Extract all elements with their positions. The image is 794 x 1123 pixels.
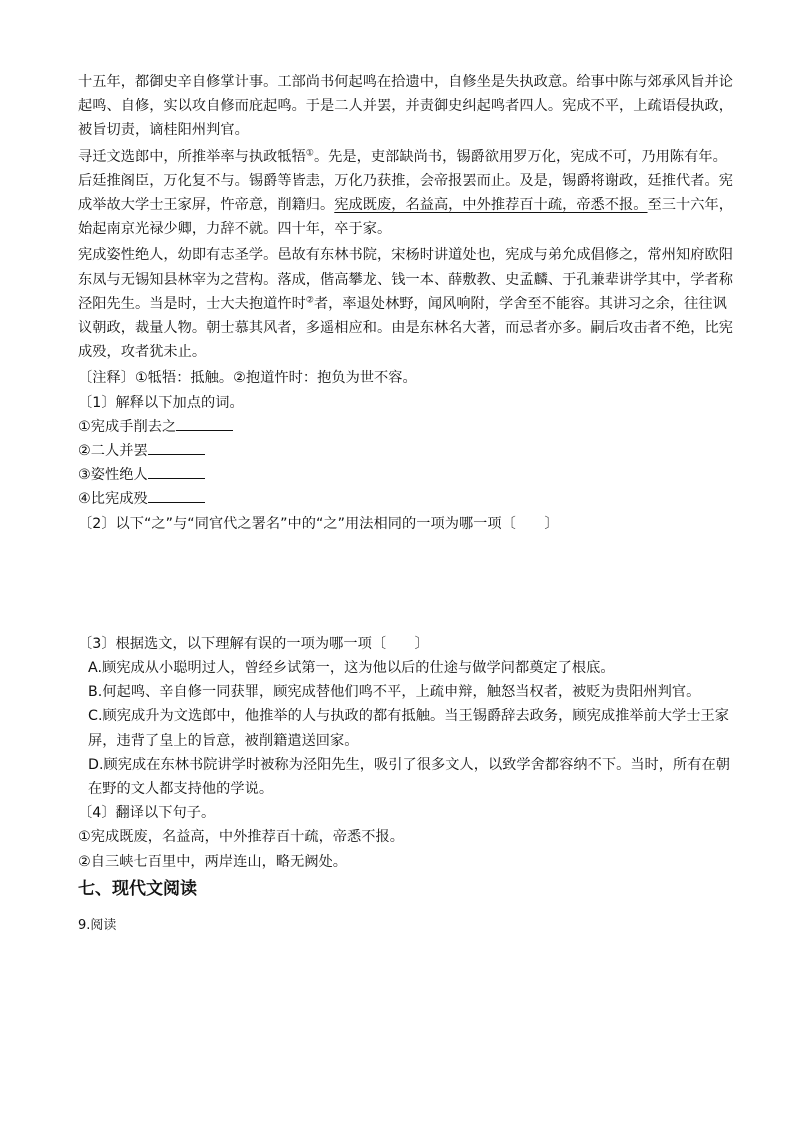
- answer-blank[interactable]: [176, 416, 233, 431]
- passage-line: 宪成姿性绝人，幼即有志圣学。邑故有东林书院，宋杨时讲道处也，宪成与弟允成倡修之，常州知府欧阳: [78, 247, 733, 264]
- passage-line: 被旨切责，谪桂阳州判官。: [78, 122, 249, 139]
- option-a: A.顾宪成从小聪明过人，曾经乡试第一，这为他以后的仕途与做学问都奠定了根底。: [88, 660, 615, 677]
- passage-text: 。先是，吏部缺尚书，锡爵欲用罗万化，宪成不可，乃用陈有年。: [313, 148, 727, 165]
- question-stem: 〔2〕以下“之”与“同官代之署名”中的“之”用法相同的一项为哪一项〔 〕: [78, 515, 559, 532]
- question-item: [78, 463, 718, 487]
- passage-text: 者，率退处林野，闻风响附，学舍至不能容。其讲习之余，往往讽: [313, 295, 727, 312]
- section-heading: 七、现代文阅读: [78, 878, 197, 899]
- question-stem: 〔1〕解释以下加点的词。: [78, 394, 244, 411]
- translation-sentence-2: ②自三峡七百里中，两岸连山，略无阙处。: [78, 853, 348, 870]
- option-c: C.顾宪成升为文选郎中，他推举的人与执政的都有抵触。当王锡爵辞去政务，顾宪成推举前大学士王家: [88, 708, 729, 725]
- question-stem: 〔4〕翻译以下句子。: [78, 805, 216, 822]
- blank-area: [78, 536, 718, 632]
- answer-blank[interactable]: [148, 488, 205, 503]
- passage-line: 后廷推阁臣，万化复不与。锡爵等皆恚，万化乃获推，会帝报罢而止。及是，锡爵将谢政，廷推代者。宪: [78, 172, 733, 189]
- translation-sentence-1: ①宪成既废，名益高，中外推荐百十疏，帝悉不报。: [78, 829, 404, 846]
- passage-paragraph-2: [78, 145, 733, 242]
- question-stem: 〔3〕根据选文，以下理解有误的一项为哪一项〔 〕: [78, 635, 429, 652]
- option-c-cont: 屏，违背了皇上的旨意，被削籍遣送回家。: [88, 732, 359, 749]
- underlined-sentence: 宪成既废，名益高，中外推荐百十疏，帝悉不报。: [334, 197, 648, 214]
- item-text: ②二人并罢: [78, 443, 148, 460]
- item-text: ④比宪成殁: [78, 491, 148, 508]
- answer-blank[interactable]: [148, 464, 205, 479]
- document-page: [78, 70, 733, 938]
- passage-line: 起鸣、自修，实以攻自修而庇起鸣。于是二人并罢，并责御史纠起鸣者四人。宪成不平，上疏语侵执政，: [78, 98, 733, 115]
- question-1: [78, 391, 718, 512]
- passage-paragraph-3: [78, 243, 733, 364]
- question-item: [78, 415, 718, 439]
- passage-line: [78, 193, 733, 217]
- passage-paragraph-1: [78, 70, 733, 143]
- option-d: D.顾宪成在东林书院讲学时被称为泾阳先生，吸引了很多文人，以致学舍都容纳不下。当时，所有在朝: [88, 756, 730, 773]
- question-2: [78, 512, 718, 632]
- passage-text: 泾阳先生。当是时，士大夫抱道忤时: [78, 295, 306, 312]
- passage-text: 至三十六年，: [647, 197, 733, 214]
- item-text: ③姿性绝人: [78, 467, 148, 484]
- item-text: ①宪成手削去之: [78, 418, 177, 435]
- question-3: [78, 632, 730, 801]
- passage-line: 十五年，都御史辛自修掌计事。工部尚书何起鸣在拾遗中，自修坐是失执政意。给事中陈与郊承风旨并论: [78, 74, 733, 90]
- footnote-marker: ①: [305, 147, 314, 158]
- passage-line: 成殁，攻者犹未止。: [78, 344, 207, 361]
- passage-text: 寻迁文选郎中，所推举率与执政牴牾: [78, 148, 306, 165]
- passage-line: [78, 292, 727, 316]
- option-b: B.何起鸣、辛自修一同获罪，顾宪成替他们鸣不平，上疏申辩，触怒当权者，被贬为贵阳州判官。: [88, 684, 701, 701]
- footnote-marker: ②: [305, 295, 314, 306]
- question-item: [78, 439, 718, 463]
- answer-blank[interactable]: [148, 440, 205, 455]
- question-4: [78, 801, 718, 874]
- passage-text: 成举故大学士王家屏，忤帝意，削籍归。: [78, 197, 335, 214]
- passage-line: [78, 145, 727, 169]
- passage-line: 东凤与无锡知县林宰为之营构。落成，偕高攀龙、钱一本、薛敷教、史孟麟、于孔兼辈讲学其中，学者称: [78, 271, 733, 288]
- passage-line: 议朝政，裁量人物。朝士慕其风者，多遥相应和。由是东林名大著，而忌者亦多。嗣后攻击者不绝，比宪: [78, 320, 733, 337]
- passage-line: 始起南京光禄少卿，力辞不就。四十年，卒于家。: [78, 221, 392, 238]
- option-d-cont: 在野的文人都支持他的学说。: [88, 781, 274, 798]
- section-item: 9.阅读: [78, 917, 117, 933]
- annotation-notes: 〔注释〕①牴牾：抵触。②抱道忤时：抱负为世不容。: [78, 370, 417, 387]
- question-item: [78, 487, 718, 511]
